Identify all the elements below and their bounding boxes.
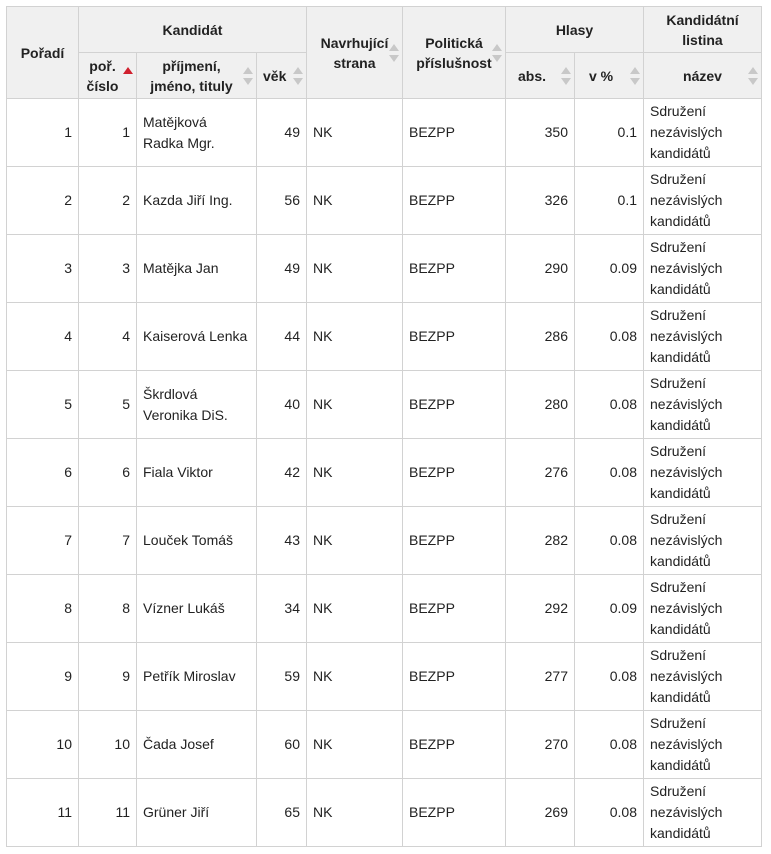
cell-hlasy-pct: 0.08 — [575, 507, 644, 575]
cell-navrhujici-strana: NK — [307, 235, 403, 303]
cell-hlasy-abs: 277 — [506, 643, 575, 711]
cell-politicka-prislusnost: BEZPP — [403, 507, 506, 575]
cell-hlasy-pct: 0.09 — [575, 575, 644, 643]
cell-navrhujici-strana: NK — [307, 507, 403, 575]
cell-jmeno: Škrdlová Veronika DiS. — [137, 371, 257, 439]
cell-por-cislo: 11 — [79, 779, 137, 847]
table-row — [7, 575, 762, 643]
cell-kandidatni-listina: Sdružení nezávislých kandidátů — [644, 507, 762, 575]
sort-asc-active-icon[interactable] — [123, 67, 133, 85]
cell-jmeno: Louček Tomáš — [137, 507, 257, 575]
table-row — [7, 507, 762, 575]
cell-politicka-prislusnost: BEZPP — [403, 779, 506, 847]
cell-navrhujici-strana: NK — [307, 167, 403, 235]
cell-politicka-prislusnost: BEZPP — [403, 575, 506, 643]
cell-kandidatni-listina: Sdružení nezávislých kandidátů — [644, 99, 762, 167]
cell-navrhujici-strana: NK — [307, 439, 403, 507]
cell-por-cislo: 6 — [79, 439, 137, 507]
cell-poradi: 2 — [7, 167, 79, 235]
cell-hlasy-abs: 280 — [506, 371, 575, 439]
cell-hlasy-abs: 292 — [506, 575, 575, 643]
header-vek[interactable]: věk — [257, 53, 307, 99]
cell-hlasy-abs: 269 — [506, 779, 575, 847]
cell-navrhujici-strana: NK — [307, 371, 403, 439]
cell-hlasy-abs: 276 — [506, 439, 575, 507]
cell-jmeno: Fiala Viktor — [137, 439, 257, 507]
cell-jmeno: Matějka Jan — [137, 235, 257, 303]
table-row — [7, 439, 762, 507]
header-v-pct[interactable]: v % — [575, 53, 644, 99]
cell-por-cislo: 5 — [79, 371, 137, 439]
sort-icon[interactable] — [561, 67, 571, 85]
cell-kandidatni-listina: Sdružení nezávislých kandidátů — [644, 643, 762, 711]
header-hlasy: Hlasy — [506, 7, 644, 53]
cell-vek: 40 — [257, 371, 307, 439]
cell-poradi: 3 — [7, 235, 79, 303]
cell-politicka-prislusnost: BEZPP — [403, 167, 506, 235]
cell-hlasy-abs: 326 — [506, 167, 575, 235]
cell-politicka-prislusnost: BEZPP — [403, 371, 506, 439]
cell-por-cislo: 2 — [79, 167, 137, 235]
cell-kandidatni-listina: Sdružení nezávislých kandidátů — [644, 711, 762, 779]
sort-icon[interactable] — [748, 67, 758, 85]
cell-kandidatni-listina: Sdružení nezávislých kandidátů — [644, 779, 762, 847]
cell-hlasy-pct: 0.08 — [575, 371, 644, 439]
cell-poradi: 5 — [7, 371, 79, 439]
cell-por-cislo: 10 — [79, 711, 137, 779]
cell-navrhujici-strana: NK — [307, 575, 403, 643]
cell-vek: 44 — [257, 303, 307, 371]
table-row — [7, 303, 762, 371]
header-navrhujici-strana[interactable]: Navrhující strana — [307, 7, 403, 99]
sort-icon[interactable] — [243, 67, 253, 85]
cell-poradi: 10 — [7, 711, 79, 779]
cell-jmeno: Čada Josef — [137, 711, 257, 779]
cell-hlasy-pct: 0.08 — [575, 303, 644, 371]
cell-vek: 60 — [257, 711, 307, 779]
cell-kandidatni-listina: Sdružení nezávislých kandidátů — [644, 167, 762, 235]
cell-hlasy-pct: 0.08 — [575, 643, 644, 711]
cell-kandidatni-listina: Sdružení nezávislých kandidátů — [644, 303, 762, 371]
cell-poradi: 8 — [7, 575, 79, 643]
cell-vek: 42 — [257, 439, 307, 507]
sort-icon[interactable] — [492, 44, 502, 62]
sort-icon[interactable] — [389, 44, 399, 62]
cell-navrhujici-strana: NK — [307, 779, 403, 847]
results-table — [6, 6, 762, 847]
cell-vek: 43 — [257, 507, 307, 575]
cell-jmeno: Petřík Miroslav — [137, 643, 257, 711]
cell-hlasy-abs: 282 — [506, 507, 575, 575]
cell-hlasy-pct: 0.08 — [575, 779, 644, 847]
table-body — [7, 99, 762, 847]
cell-navrhujici-strana: NK — [307, 711, 403, 779]
table-row — [7, 779, 762, 847]
table-header — [7, 7, 762, 99]
table-row — [7, 643, 762, 711]
cell-por-cislo: 8 — [79, 575, 137, 643]
cell-vek: 49 — [257, 99, 307, 167]
cell-kandidatni-listina: Sdružení nezávislých kandidátů — [644, 439, 762, 507]
cell-vek: 65 — [257, 779, 307, 847]
cell-politicka-prislusnost: BEZPP — [403, 99, 506, 167]
cell-por-cislo: 3 — [79, 235, 137, 303]
header-kandidatni-listina: Kandidátní listina — [644, 7, 762, 53]
cell-navrhujici-strana: NK — [307, 99, 403, 167]
cell-poradi: 9 — [7, 643, 79, 711]
cell-jmeno: Matějková Radka Mgr. — [137, 99, 257, 167]
cell-poradi: 11 — [7, 779, 79, 847]
cell-vek: 56 — [257, 167, 307, 235]
cell-por-cislo: 7 — [79, 507, 137, 575]
cell-politicka-prislusnost: BEZPP — [403, 643, 506, 711]
table-row — [7, 711, 762, 779]
cell-poradi: 1 — [7, 99, 79, 167]
table-row — [7, 371, 762, 439]
header-abs[interactable]: abs. — [506, 53, 575, 99]
header-kandidat: Kandidát — [79, 7, 307, 53]
cell-navrhujici-strana: NK — [307, 643, 403, 711]
cell-hlasy-pct: 0.08 — [575, 439, 644, 507]
cell-hlasy-abs: 286 — [506, 303, 575, 371]
cell-politicka-prislusnost: BEZPP — [403, 235, 506, 303]
cell-hlasy-abs: 270 — [506, 711, 575, 779]
cell-vek: 34 — [257, 575, 307, 643]
cell-jmeno: Kaiserová Lenka — [137, 303, 257, 371]
cell-hlasy-pct: 0.1 — [575, 167, 644, 235]
cell-jmeno: Vízner Lukáš — [137, 575, 257, 643]
header-nazev[interactable]: název — [644, 53, 762, 99]
cell-navrhujici-strana: NK — [307, 303, 403, 371]
cell-poradi: 6 — [7, 439, 79, 507]
cell-hlasy-abs: 290 — [506, 235, 575, 303]
cell-kandidatni-listina: Sdružení nezávislých kandidátů — [644, 235, 762, 303]
cell-hlasy-abs: 350 — [506, 99, 575, 167]
cell-jmeno: Kazda Jiří Ing. — [137, 167, 257, 235]
cell-hlasy-pct: 0.08 — [575, 711, 644, 779]
header-prijmeni[interactable]: příjmení, jméno, tituly — [137, 53, 257, 99]
cell-kandidatni-listina: Sdružení nezávislých kandidátů — [644, 371, 762, 439]
cell-kandidatni-listina: Sdružení nezávislých kandidátů — [644, 575, 762, 643]
cell-politicka-prislusnost: BEZPP — [403, 711, 506, 779]
cell-por-cislo: 1 — [79, 99, 137, 167]
sort-icon[interactable] — [293, 67, 303, 85]
header-politicka-prislusnost[interactable]: Politická příslušnost — [403, 7, 506, 99]
cell-jmeno: Grüner Jiří — [137, 779, 257, 847]
header-por-cislo[interactable]: poř. číslo — [79, 53, 137, 99]
cell-hlasy-pct: 0.1 — [575, 99, 644, 167]
cell-poradi: 4 — [7, 303, 79, 371]
cell-vek: 49 — [257, 235, 307, 303]
table-row — [7, 167, 762, 235]
cell-vek: 59 — [257, 643, 307, 711]
cell-por-cislo: 4 — [79, 303, 137, 371]
sort-icon[interactable] — [630, 67, 640, 85]
table-row — [7, 99, 762, 167]
table-row — [7, 235, 762, 303]
cell-politicka-prislusnost: BEZPP — [403, 439, 506, 507]
cell-hlasy-pct: 0.09 — [575, 235, 644, 303]
cell-por-cislo: 9 — [79, 643, 137, 711]
cell-politicka-prislusnost: BEZPP — [403, 303, 506, 371]
cell-poradi: 7 — [7, 507, 79, 575]
header-poradi: Pořadí — [7, 7, 79, 99]
